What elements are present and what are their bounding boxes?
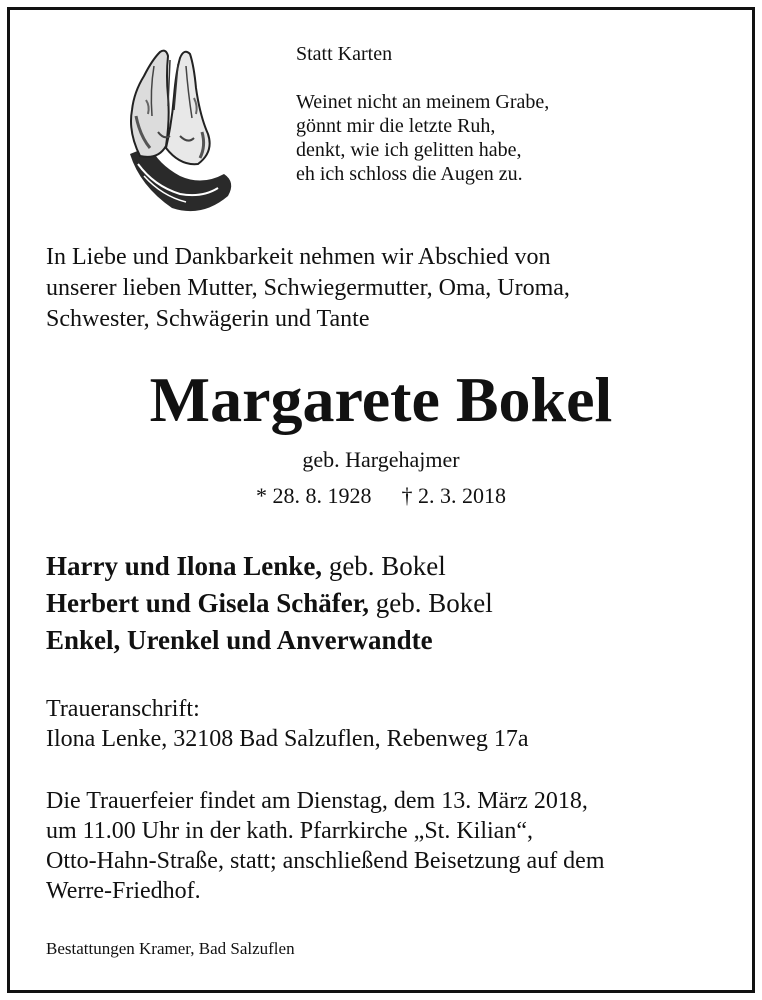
statt-karten-text: Statt Karten [296, 43, 393, 65]
mourner-line [46, 585, 736, 622]
poem-line: eh ich schloss die Augen zu. [296, 163, 523, 185]
poem-line: gönnt mir die letzte Ruh, [296, 115, 496, 137]
deceased-name: Margarete Bokel [149, 364, 613, 435]
ceremony-line: um 11.00 Uhr in der kath. Pfarrkirche „St. Kilian“, [46, 818, 533, 844]
praying-hands-icon [110, 36, 238, 218]
farewell-line: In Liebe und Dankbarkeit nehmen wir Abschied von [46, 244, 551, 270]
ceremony-line: Werre-Friedhof. [46, 878, 201, 904]
mourner-suffix: geb. Bokel [369, 588, 493, 618]
address-line: Ilona Lenke, 32108 Bad Salzuflen, Rebenweg 17a [46, 726, 529, 752]
mourning-address [46, 694, 736, 754]
mourner-names: Enkel, Urenkel und Anverwandte [46, 625, 433, 655]
address-label: Traueranschrift: [46, 696, 200, 722]
mourner-line [46, 548, 736, 585]
ceremony-line: Otto-Hahn-Straße, statt; anschließend Beisetzung auf dem [46, 848, 605, 874]
farewell-text [46, 242, 726, 335]
life-dates [0, 482, 762, 510]
mourners-list [46, 548, 736, 659]
farewell-line: Schwester, Schwägerin und Tante [46, 306, 370, 332]
intro-block [296, 42, 716, 186]
birth-date: * 28. 8. 1928 [256, 483, 372, 508]
mourner-names: Herbert und Gisela Schäfer, [46, 588, 369, 618]
poem [296, 90, 716, 186]
death-date: † 2. 3. 2018 [401, 483, 506, 508]
poem-line: Weinet nicht an meinem Grabe, [296, 91, 550, 113]
farewell-line: unserer lieben Mutter, Schwiegermutter, Oma, Uroma, [46, 275, 570, 301]
undertaker-credit: Bestattungen Kramer, Bad Salzuflen [46, 939, 295, 958]
poem-line: denkt, wie ich gelitten habe, [296, 139, 522, 161]
mourner-suffix: geb. Bokel [322, 551, 446, 581]
mourner-line [46, 622, 736, 659]
mourner-names: Harry und Ilona Lenke, [46, 551, 323, 581]
maiden-name: geb. Hargehajmer [302, 447, 460, 472]
ceremony-info [46, 786, 736, 906]
ceremony-line: Die Trauerfeier findet am Dienstag, dem 13. März 2018, [46, 788, 588, 814]
